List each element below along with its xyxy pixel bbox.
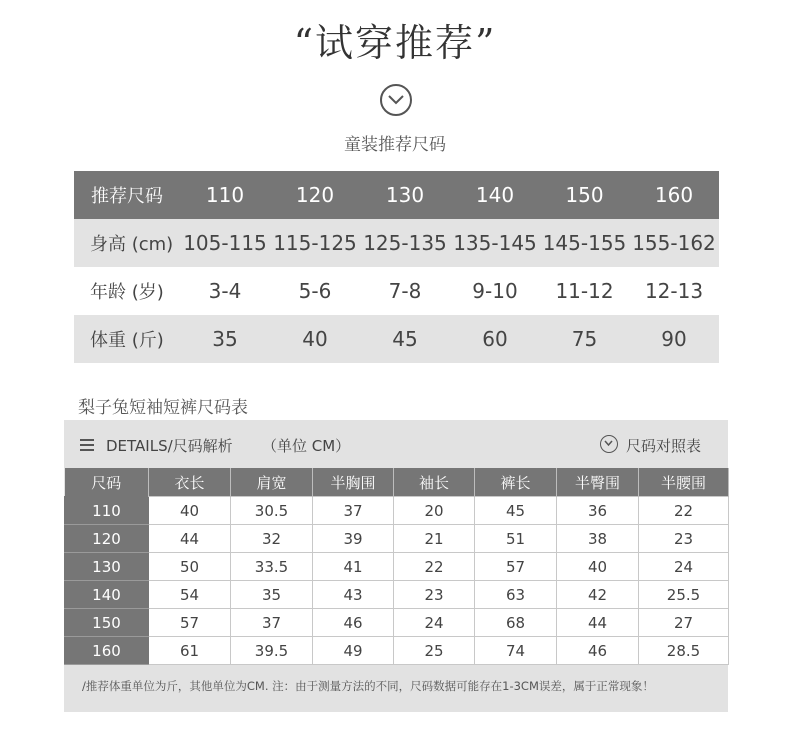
- table-cell: 44: [149, 525, 231, 553]
- recommend-header-cell: 150: [540, 171, 629, 219]
- table-row: [65, 637, 729, 665]
- table-cell: 40: [149, 497, 231, 525]
- recommend-header-cell: 110: [180, 171, 270, 219]
- table-cell: 75: [540, 315, 629, 363]
- table-cell: 5-6: [298, 279, 332, 303]
- recommend-header-cell: 120: [270, 171, 360, 219]
- column-header: 肩宽: [231, 468, 313, 497]
- table-cell: 36: [557, 497, 639, 525]
- size-cell: 120: [65, 525, 149, 553]
- table-cell: 39: [313, 525, 394, 553]
- table-cell: 68: [475, 609, 557, 637]
- table-cell: 22: [394, 553, 475, 581]
- table-cell: 135-145: [450, 219, 540, 267]
- recommend-subtitle: 童装推荐尺码: [344, 135, 446, 155]
- column-header: 半腰围: [639, 468, 729, 497]
- table-cell: 51: [475, 525, 557, 553]
- column-header: 半胸围: [313, 468, 394, 497]
- size-cell: 140: [65, 581, 149, 609]
- table-row: [65, 525, 729, 553]
- table-cell: 30.5: [231, 497, 313, 525]
- size-chart-link-label: 尺码对照表: [626, 437, 702, 455]
- table-cell: 50: [149, 553, 231, 581]
- table-cell: 57: [149, 609, 231, 637]
- table-cell: 40: [557, 553, 639, 581]
- table-cell: 43: [313, 581, 394, 609]
- column-header: 袖长: [394, 468, 475, 497]
- table-cell: 63: [475, 581, 557, 609]
- table-cell: 37: [313, 497, 394, 525]
- recommend-header-cell: 140: [450, 171, 540, 219]
- recommend-header-cell: 推荐尺码: [74, 171, 180, 219]
- column-header: 半臀围: [557, 468, 639, 497]
- table-cell: 32: [231, 525, 313, 553]
- table-cell: 115-125: [270, 219, 360, 267]
- table-cell: 28.5: [639, 637, 729, 665]
- table-cell: 44: [557, 609, 639, 637]
- recommend-size-table: [74, 171, 719, 363]
- table-cell: 12-13: [644, 279, 704, 303]
- recommend-row-weight: [74, 315, 719, 363]
- table-cell: 41: [313, 553, 394, 581]
- table-cell: 90: [629, 315, 719, 363]
- table-cell: 45: [360, 315, 450, 363]
- table-cell: 24: [394, 609, 475, 637]
- recommend-row-age: [74, 267, 719, 315]
- recommend-header-row: [74, 171, 719, 219]
- menu-icon: [80, 439, 94, 451]
- table-cell: 74: [475, 637, 557, 665]
- table-cell: 21: [394, 525, 475, 553]
- table-cell: 35: [231, 581, 313, 609]
- size-cell: 150: [65, 609, 149, 637]
- table-cell: 23: [394, 581, 475, 609]
- table-row: [65, 553, 729, 581]
- table-cell: 3-4: [208, 279, 242, 303]
- table-cell: 25: [394, 637, 475, 665]
- column-header: 裤长: [475, 468, 557, 497]
- table-cell: 155-162: [629, 219, 719, 267]
- table-cell: 40: [270, 315, 360, 363]
- table-cell: 37: [231, 609, 313, 637]
- table-cell: 25.5: [639, 581, 729, 609]
- table-cell: 11-12: [555, 279, 614, 303]
- table-cell: 38: [557, 525, 639, 553]
- table-cell: 57: [475, 553, 557, 581]
- details-label: DETAILS/尺码解析: [106, 437, 233, 455]
- unit-label: （单位 CM）: [262, 437, 351, 455]
- table-cell: 45: [475, 497, 557, 525]
- column-header: 衣长: [149, 468, 231, 497]
- table-cell: 125-135: [360, 219, 450, 267]
- chevron-down-circle-icon: [380, 84, 412, 116]
- table-cell: 105-115: [180, 219, 270, 267]
- table-cell: 23: [639, 525, 729, 553]
- table-cell: 9-10: [472, 279, 518, 303]
- table-cell: 49: [313, 637, 394, 665]
- row-label: 体重 (斤): [74, 315, 180, 363]
- table-row: [65, 609, 729, 637]
- recommend-header-cell: 160: [629, 171, 719, 219]
- column-header: 尺码: [65, 468, 149, 497]
- table-cell: 39.5: [231, 637, 313, 665]
- table-cell: 46: [557, 637, 639, 665]
- table-cell: 27: [639, 609, 729, 637]
- table-row: [65, 497, 729, 525]
- size-cell: 130: [65, 553, 149, 581]
- row-label: 年龄 (岁): [90, 282, 164, 303]
- table-cell: 7-8: [388, 279, 422, 303]
- table-cell: 24: [639, 553, 729, 581]
- recommend-header-cell: 130: [360, 171, 450, 219]
- product-size-title: 梨子兔短袖短裤尺码表: [78, 398, 248, 418]
- table-cell: 35: [180, 315, 270, 363]
- details-panel: [64, 420, 728, 712]
- chevron-down-circle-icon: [600, 435, 618, 453]
- table-cell: 33.5: [231, 553, 313, 581]
- table-cell: 145-155: [540, 219, 629, 267]
- table-cell: 20: [394, 497, 475, 525]
- size-cell: 110: [65, 497, 149, 525]
- table-cell: 22: [639, 497, 729, 525]
- measurement-note: /推荐体重单位为斤，其他单位为CM. 注：由于测量方法的不同，尺码数据可能存在1-3CM误差，属于正常现象！: [82, 679, 654, 693]
- table-cell: 42: [557, 581, 639, 609]
- size-cell: 160: [65, 637, 149, 665]
- table-row: [65, 581, 729, 609]
- page-title: “试穿推荐”: [293, 21, 497, 65]
- details-header-row: [65, 468, 729, 497]
- details-header: [64, 420, 728, 468]
- row-label: 身高 (cm): [74, 219, 180, 267]
- table-cell: 54: [149, 581, 231, 609]
- recommend-row-height: [74, 219, 719, 267]
- table-cell: 46: [313, 609, 394, 637]
- table-cell: 60: [450, 315, 540, 363]
- details-size-table: [64, 468, 729, 665]
- table-cell: 61: [149, 637, 231, 665]
